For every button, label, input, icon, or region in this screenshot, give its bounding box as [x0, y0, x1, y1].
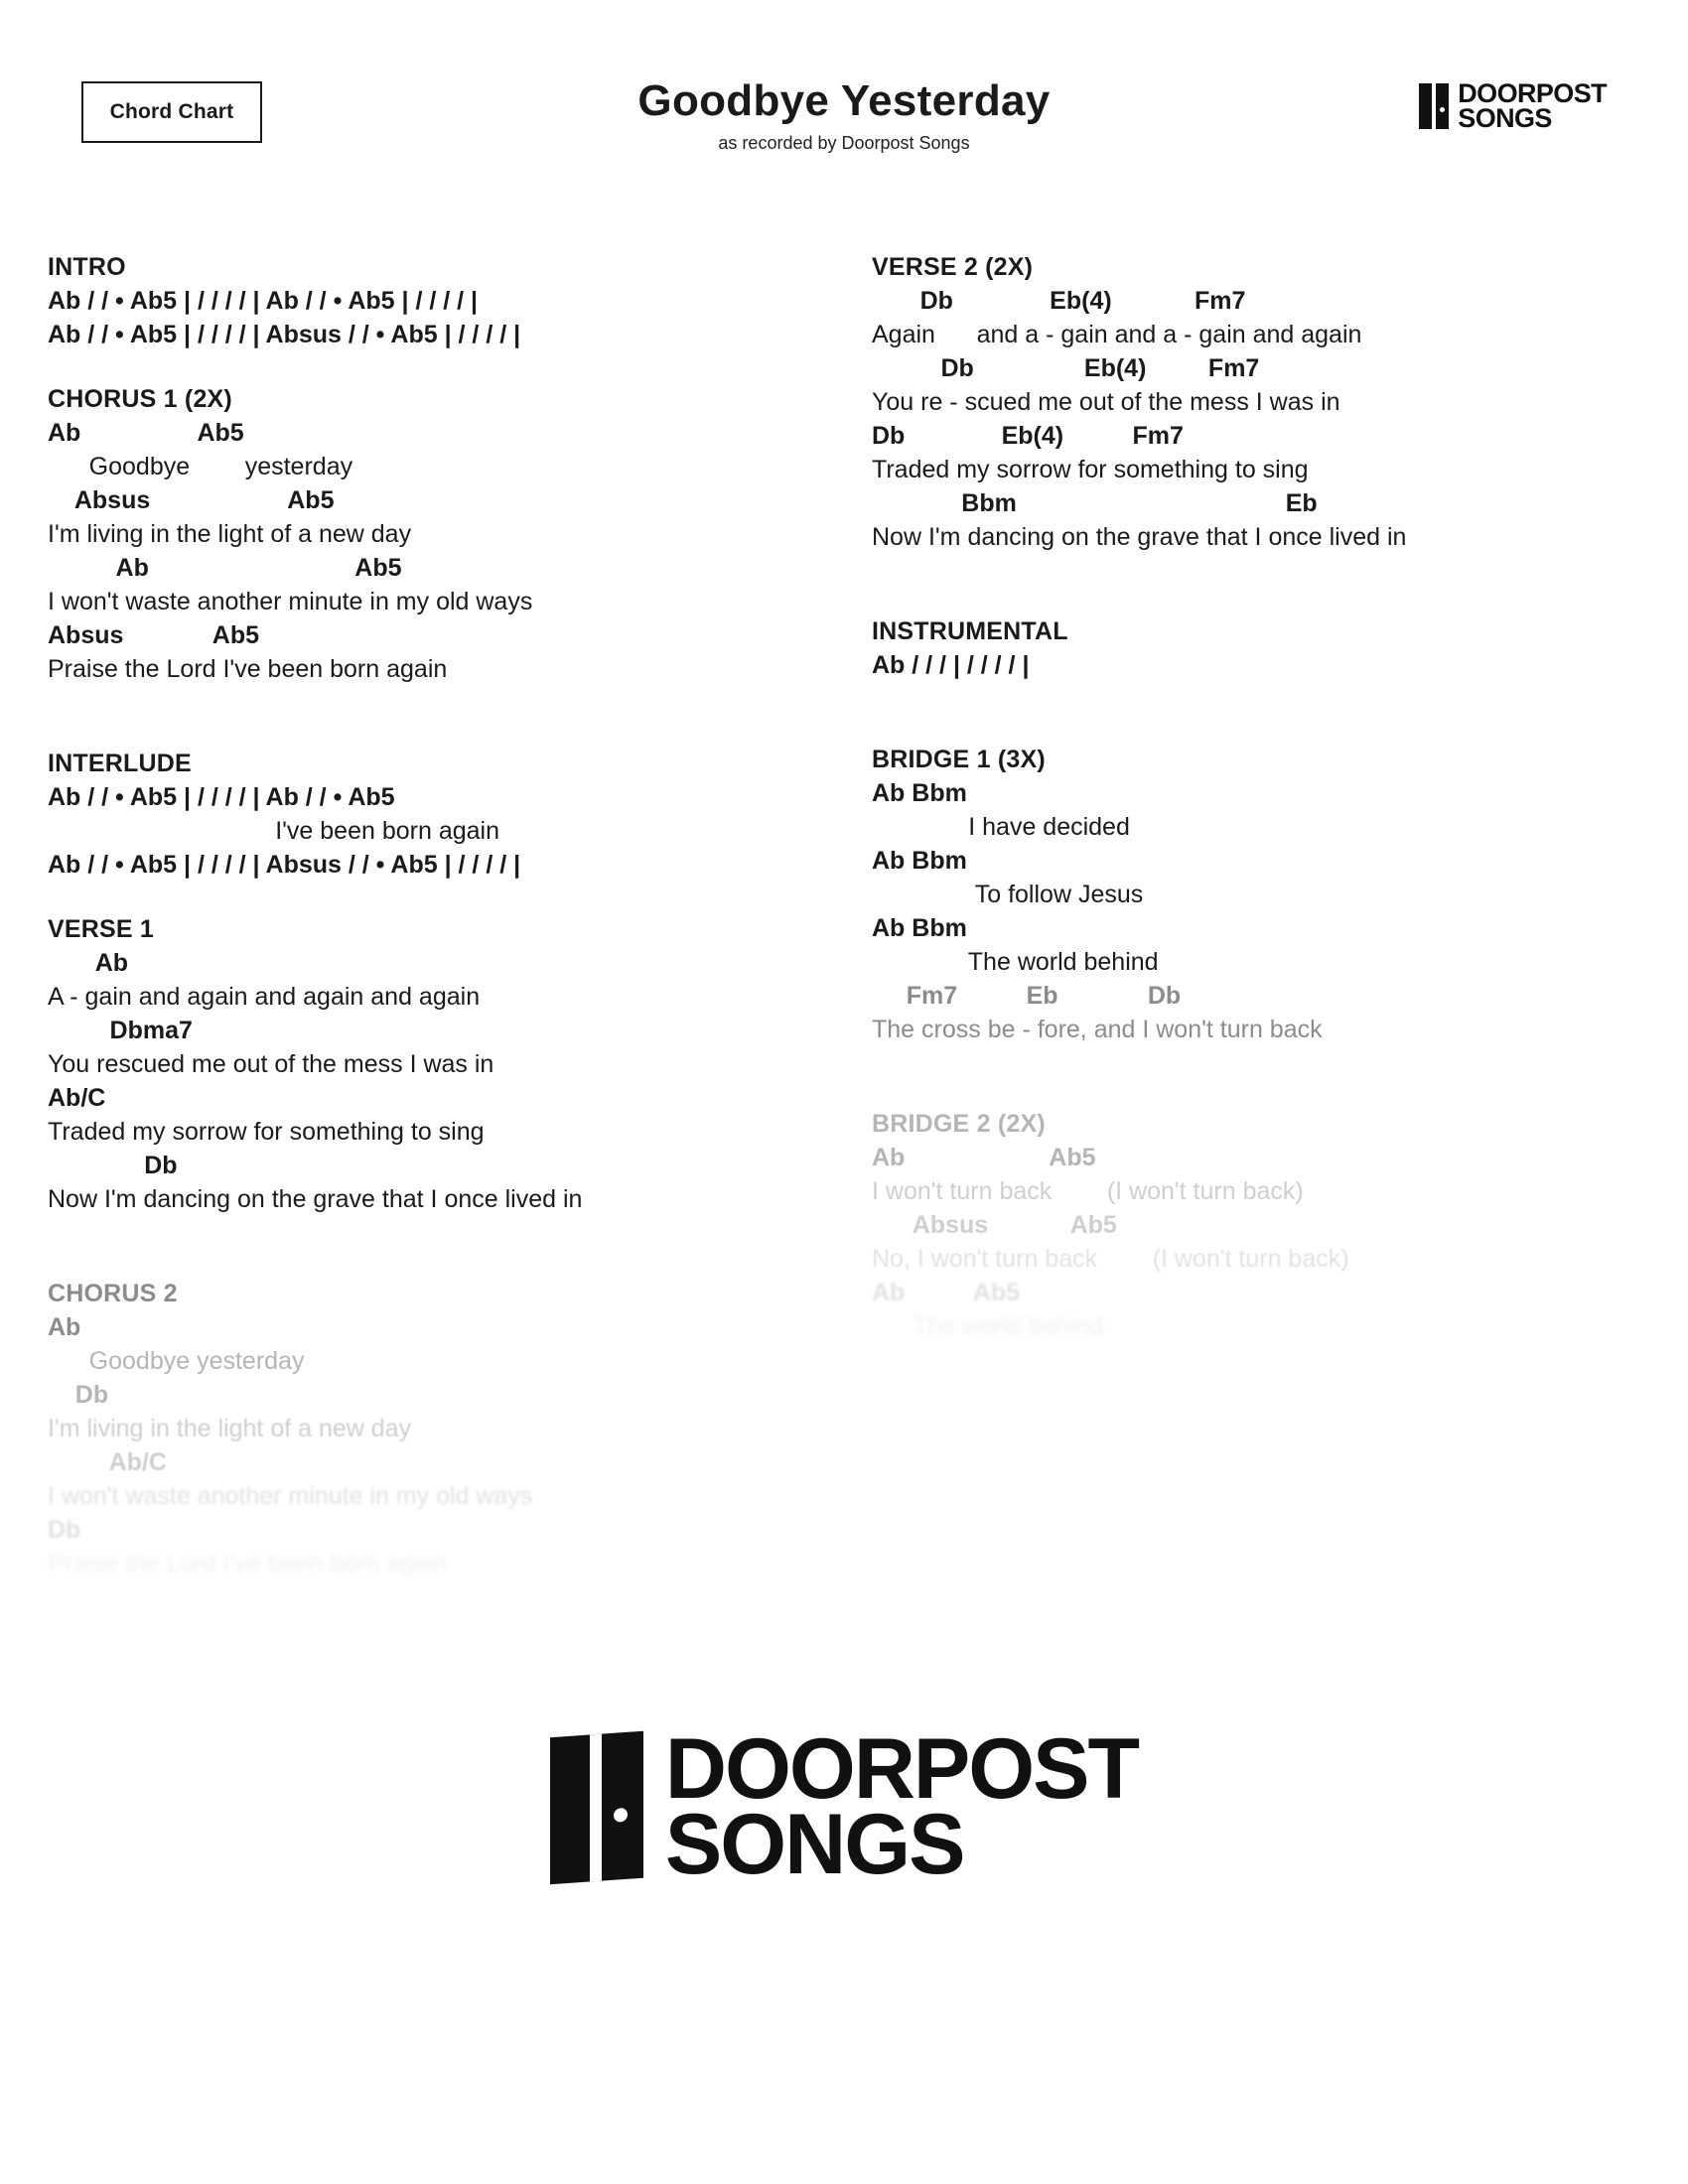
lyric-line: Traded my sorrow for something to sing: [872, 456, 1309, 483]
chord-line: Ab Ab5: [48, 554, 402, 582]
chord-line: Ab Ab5: [48, 419, 244, 447]
lyric-line: Now I'm dancing on the grave that I once lived in: [48, 1185, 583, 1213]
lyric-line: To follow Jesus: [872, 881, 1144, 908]
lyric-line: I won't turn back (I won't turn back): [872, 1177, 1304, 1205]
lyric-line: Now I'm dancing on the grave that I once lived in: [872, 523, 1407, 551]
lyric-line: You rescued me out of the mess I was in: [48, 1050, 494, 1078]
chord-line: Db: [48, 1381, 109, 1409]
section-heading: CHORUS 2: [48, 1280, 178, 1307]
section-instrumental: [872, 617, 1656, 682]
chord-line: Db Eb(4) Fm7: [872, 422, 1184, 450]
lyric-line: I won't waste another minute in my old ways: [48, 588, 533, 615]
chord-line: Ab/C: [48, 1448, 167, 1476]
chord-line: Ab / / • Ab5 | / / / / | Ab / / • Ab5: [48, 783, 395, 811]
chord-line: Ab / / / | / / / / |: [872, 651, 1030, 679]
lyric-line: The cross be - fore, and I won't turn back: [872, 1016, 1323, 1043]
section-heading: CHORUS 1 (2X): [48, 385, 232, 413]
door-icon: [550, 1730, 643, 1884]
section-verse-1: [48, 915, 832, 1216]
chord-line: Absus Ab5: [48, 486, 335, 514]
chord-line: Ab Bbm: [872, 914, 967, 942]
chord-line: Ab Bbm: [872, 779, 967, 807]
lyric-line: Again and a - gain and a - gain and again: [872, 321, 1362, 348]
lyric-line: Praise the Lord I've been born again: [48, 655, 448, 683]
section-bridge-2: [872, 1110, 1656, 1343]
lyric-line: I'm living in the light of a new day: [48, 520, 412, 548]
chord-line: Ab Bbm: [872, 847, 967, 875]
lyric-line: No, I won't turn back (I won't turn back): [872, 1245, 1349, 1273]
logo-line-2: SONGS: [664, 1796, 964, 1892]
section-heading: VERSE 1: [48, 915, 155, 943]
chord-line: Ab Ab5: [872, 1279, 1021, 1306]
chord-line: Bbm Eb: [872, 489, 1318, 517]
section-interlude: [48, 750, 832, 882]
lyric-line: The world behind: [872, 948, 1159, 976]
lyric-line: The world behind: [872, 1312, 1104, 1340]
lyric-line: Goodbye yesterday: [48, 1347, 305, 1375]
chord-line: Db: [48, 1152, 178, 1179]
lyric-line: I've been born again: [48, 817, 499, 845]
chord-line: Fm7 Eb Db: [872, 982, 1182, 1010]
section-heading: INTERLUDE: [48, 750, 192, 777]
chord-line: Db Eb(4) Fm7: [872, 287, 1246, 315]
doorpost-logo-text: [664, 1721, 1139, 1892]
chord-line: Db: [48, 1516, 81, 1544]
section-verse-2: [872, 253, 1656, 554]
chord-line: Absus Ab5: [872, 1211, 1117, 1239]
right-column: [872, 253, 1656, 1377]
logo-line-1: DOORPOST: [664, 1721, 1139, 1817]
section-chorus-1: [48, 385, 832, 686]
lyric-line: You re - scued me out of the mess I was in: [872, 388, 1340, 416]
left-column: [48, 253, 832, 1614]
chord-line: Dbma7: [48, 1017, 193, 1044]
lyric-line: Goodbye yesterday: [48, 453, 353, 480]
section-bridge-1: [872, 746, 1656, 1046]
chord-line: Db Eb(4) Fm7: [872, 354, 1260, 382]
chord-line: Ab / / • Ab5 | / / / / | Ab / / • Ab5 | / / / / |: [48, 287, 479, 315]
chord-line: Ab Ab5: [872, 1144, 1096, 1171]
chord-line: Ab: [48, 949, 129, 977]
lyric-line: Praise the Lord I've been born again: [48, 1550, 448, 1577]
chord-chart-badge-label: Chord Chart: [109, 100, 234, 123]
door-icon: [1419, 83, 1449, 129]
chord-line: Ab/C: [48, 1084, 106, 1112]
doorpost-logo-header: [1419, 78, 1607, 134]
page-subtitle: as recorded by Doorpost Songs: [718, 133, 970, 154]
section-chorus-2: [48, 1280, 832, 1580]
section-intro: [48, 253, 832, 351]
lyric-line: Traded my sorrow for something to sing: [48, 1118, 485, 1146]
chord-line: Ab / / • Ab5 | / / / / | Absus / / • Ab5 | / / / / |: [48, 321, 521, 348]
chart-body: [0, 253, 1688, 1673]
section-heading: INTRO: [48, 253, 126, 281]
doorpost-logo-footer: [0, 1721, 1688, 1892]
doorpost-logo-text: [1458, 78, 1607, 134]
lyric-line: I won't waste another minute in my old ways: [48, 1482, 533, 1510]
logo-line-1: DOORPOST: [1458, 78, 1607, 108]
chord-line: Ab: [48, 1313, 81, 1341]
logo-line-2: SONGS: [1458, 103, 1552, 134]
section-heading: BRIDGE 1 (3X): [872, 746, 1046, 773]
section-heading: VERSE 2 (2X): [872, 253, 1034, 281]
chord-line: Absus Ab5: [48, 621, 260, 649]
lyric-line: A - gain and again and again and again: [48, 983, 481, 1011]
page-title: Goodbye Yesterday: [637, 76, 1051, 125]
section-heading: INSTRUMENTAL: [872, 617, 1068, 645]
lyric-line: I'm living in the light of a new day: [48, 1415, 412, 1442]
lyric-line: I have decided: [872, 813, 1130, 841]
section-heading: BRIDGE 2 (2X): [872, 1110, 1046, 1138]
chord-line: Ab / / • Ab5 | / / / / | Absus / / • Ab5 | / / / / |: [48, 851, 521, 879]
